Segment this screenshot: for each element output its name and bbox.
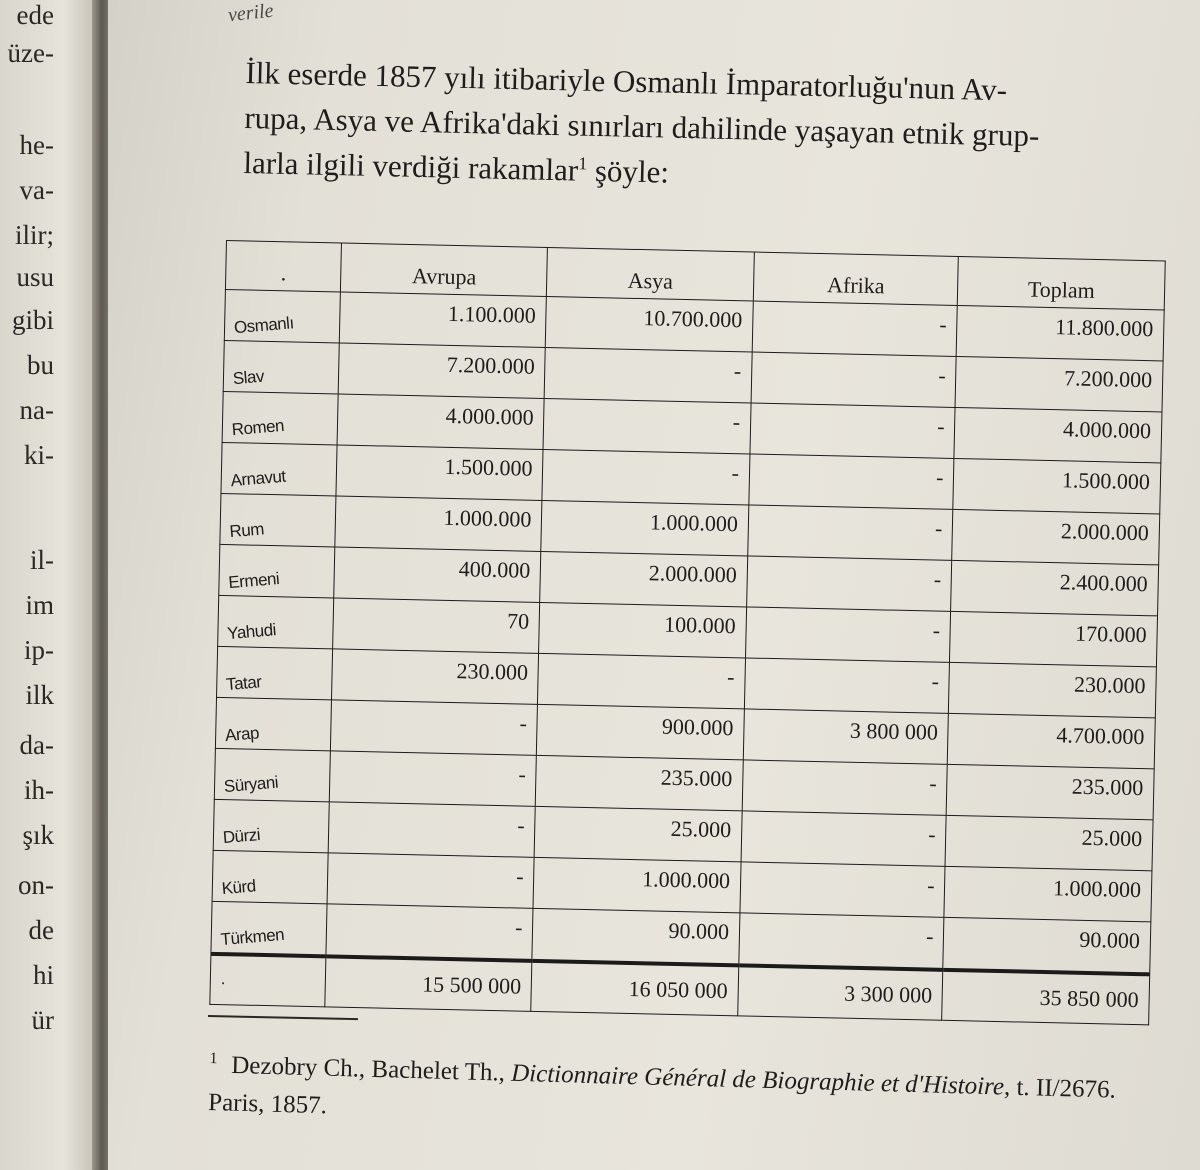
total-toplam: 35 850 000 bbox=[942, 970, 1150, 1025]
cell-toplam: 4.700.000 bbox=[948, 713, 1156, 768]
cell-avrupa: 1.000.000 bbox=[335, 496, 542, 551]
row-label bbox=[217, 646, 333, 700]
cell-avrupa: 230.000 bbox=[332, 649, 539, 704]
left-page-fragment: ilk bbox=[25, 680, 54, 710]
cell-afrika: - bbox=[745, 607, 951, 662]
cell-toplam: 7.200.000 bbox=[955, 356, 1163, 411]
intro-line-3-text: larla ilgili verdiği rakamlar bbox=[243, 144, 579, 188]
row-label-text: Arap bbox=[224, 723, 260, 746]
left-page-fragment: ip- bbox=[24, 635, 54, 665]
cell-avrupa: 1.500.000 bbox=[336, 445, 543, 500]
cell-afrika: - bbox=[739, 913, 945, 970]
left-page-fragment: ede bbox=[16, 0, 54, 30]
footnote-reference: 1 bbox=[578, 153, 588, 174]
header-asya: Asya bbox=[547, 248, 755, 301]
left-page-fragment: de bbox=[28, 915, 54, 945]
row-label bbox=[212, 850, 328, 904]
left-page-fragment: il- bbox=[30, 545, 54, 575]
left-page-fragment: im bbox=[25, 590, 54, 620]
row-label-text: Ermeni bbox=[227, 569, 280, 593]
cell-toplam: 1.000.000 bbox=[944, 866, 1152, 921]
total-afrika: 3 300 000 bbox=[738, 965, 944, 1020]
row-label bbox=[213, 799, 329, 853]
left-page-fragment: he- bbox=[19, 130, 54, 160]
cell-afrika: - bbox=[752, 301, 958, 356]
footnote-title: Dictionnaire Général de Biographie et d'Histoire bbox=[510, 1059, 1005, 1101]
cell-asya: - bbox=[538, 653, 746, 708]
cell-asya: - bbox=[542, 449, 750, 504]
cell-asya: 10.700.000 bbox=[546, 297, 754, 352]
left-page-fragment: ilir; bbox=[15, 220, 54, 250]
row-label-text: Osmanlı bbox=[233, 313, 295, 338]
cell-toplam: 4.000.000 bbox=[954, 407, 1162, 462]
cell-toplam: 11.800.000 bbox=[957, 305, 1165, 360]
cell-avrupa: - bbox=[331, 700, 538, 755]
row-label bbox=[215, 697, 331, 751]
cell-avrupa: - bbox=[330, 751, 537, 806]
row-label-text: Arnavut bbox=[229, 466, 287, 491]
cell-avrupa: 400.000 bbox=[334, 547, 541, 602]
left-page bbox=[0, 0, 92, 1170]
cell-toplam: 2.400.000 bbox=[951, 560, 1159, 615]
row-label-text: Türkmen bbox=[219, 924, 285, 950]
cell-afrika: - bbox=[750, 403, 956, 458]
corner-cell: . bbox=[225, 241, 341, 293]
intro-line-3-end: şöyle: bbox=[586, 152, 670, 190]
footnote bbox=[208, 1040, 1170, 1149]
cell-afrika: - bbox=[740, 862, 946, 917]
footnote-rest: , t. II/2676. Paris, 1857. bbox=[207, 1073, 1117, 1120]
header-avrupa: Avrupa bbox=[341, 243, 548, 296]
left-page-fragment: usu bbox=[16, 262, 54, 292]
row-label-text: Yahudi bbox=[226, 620, 277, 644]
left-page-fragment: şık bbox=[22, 820, 54, 850]
cell-afrika: - bbox=[744, 658, 950, 713]
right-page bbox=[108, 0, 1200, 1170]
left-page-fragment: on- bbox=[18, 870, 54, 900]
cell-toplam: 90.000 bbox=[943, 917, 1151, 974]
left-page-fragment: ür bbox=[31, 1005, 54, 1035]
cell-toplam: 230.000 bbox=[949, 662, 1157, 717]
row-label-text: Romen bbox=[230, 415, 285, 440]
left-page-fragment: üze- bbox=[7, 38, 54, 68]
cell-avrupa: - bbox=[326, 904, 533, 961]
cell-toplam: 2.000.000 bbox=[952, 509, 1160, 564]
intro-line-2: rupa, Asya ve Afrika'daki sınırları dahilinde yaşayan etnik grup- bbox=[244, 99, 1040, 154]
cell-asya: 2.000.000 bbox=[540, 551, 748, 606]
cell-afrika: - bbox=[751, 352, 957, 407]
cell-avrupa: 4.000.000 bbox=[337, 394, 544, 449]
population-table-wrap bbox=[209, 240, 1165, 1025]
cell-asya: 100.000 bbox=[539, 602, 747, 657]
row-label bbox=[219, 544, 335, 598]
left-page-fragment: ki- bbox=[24, 440, 54, 470]
cell-afrika: - bbox=[747, 556, 953, 611]
row-label bbox=[222, 391, 338, 445]
cell-asya: - bbox=[545, 347, 753, 402]
cell-avrupa: 70 bbox=[333, 598, 540, 653]
cell-afrika: - bbox=[748, 505, 954, 560]
header-toplam: Toplam bbox=[958, 256, 1166, 309]
left-page-fragment: da- bbox=[19, 730, 54, 760]
cell-asya: 25.000 bbox=[535, 806, 743, 861]
cell-afrika: - bbox=[742, 760, 948, 815]
intro-line-1: İlk eserde 1857 yılı itibariyle Osmanlı İmparatorluğu'nun Av- bbox=[245, 54, 1008, 108]
row-label-text: Süryani bbox=[223, 772, 279, 797]
cell-toplam: 1.500.000 bbox=[953, 458, 1161, 513]
row-label-text: Dürzi bbox=[222, 825, 261, 848]
row-label-text: Kürd bbox=[220, 876, 257, 899]
cell-toplam: 25.000 bbox=[945, 815, 1153, 870]
row-label-text: Slav bbox=[232, 366, 265, 389]
row-label bbox=[214, 748, 330, 802]
cell-asya: 1.000.000 bbox=[541, 500, 749, 555]
cell-afrika: 3 800 000 bbox=[743, 709, 949, 764]
footnote-authors: Dezobry Ch., Bachelet Th., bbox=[230, 1051, 512, 1087]
row-label-text: Rum bbox=[228, 519, 265, 542]
cell-avrupa: 7.200.000 bbox=[339, 343, 546, 398]
row-label-text: Tatar bbox=[225, 672, 263, 695]
cell-asya: 90.000 bbox=[532, 908, 740, 965]
row-label bbox=[218, 595, 334, 649]
total-avrupa: 15 500 000 bbox=[325, 956, 532, 1011]
left-page-fragment: na- bbox=[19, 395, 54, 425]
row-label bbox=[220, 493, 336, 547]
cell-afrika: - bbox=[749, 454, 955, 509]
running-head: verile bbox=[226, 0, 275, 27]
total-asya: 16 050 000 bbox=[531, 961, 739, 1016]
left-page-fragment: va- bbox=[19, 175, 54, 205]
cell-asya: 900.000 bbox=[537, 704, 745, 759]
row-label bbox=[224, 289, 340, 343]
row-label bbox=[211, 901, 328, 956]
footnote-mark: 1 bbox=[209, 1049, 218, 1068]
intro-paragraph bbox=[243, 50, 1176, 206]
cell-asya: 1.000.000 bbox=[533, 857, 741, 912]
cell-toplam: 235.000 bbox=[947, 764, 1155, 819]
cell-asya: 235.000 bbox=[536, 755, 744, 810]
total-label: . bbox=[210, 954, 326, 1007]
population-table bbox=[209, 240, 1165, 1025]
left-page-fragment: ih- bbox=[24, 775, 54, 805]
left-page-fragment: hi bbox=[32, 960, 54, 990]
footnote-rule bbox=[208, 1015, 358, 1020]
cell-afrika: - bbox=[741, 811, 947, 866]
cell-toplam: 170.000 bbox=[950, 611, 1158, 666]
cell-avrupa: - bbox=[327, 853, 534, 908]
cell-avrupa: - bbox=[329, 802, 536, 857]
row-label bbox=[223, 340, 339, 394]
cell-asya: - bbox=[543, 398, 751, 453]
cell-avrupa: 1.100.000 bbox=[340, 292, 547, 347]
left-page-fragment: gibi bbox=[11, 305, 54, 335]
header-afrika: Afrika bbox=[753, 252, 959, 305]
row-label bbox=[221, 442, 337, 496]
left-page-fragment: bu bbox=[27, 350, 54, 380]
